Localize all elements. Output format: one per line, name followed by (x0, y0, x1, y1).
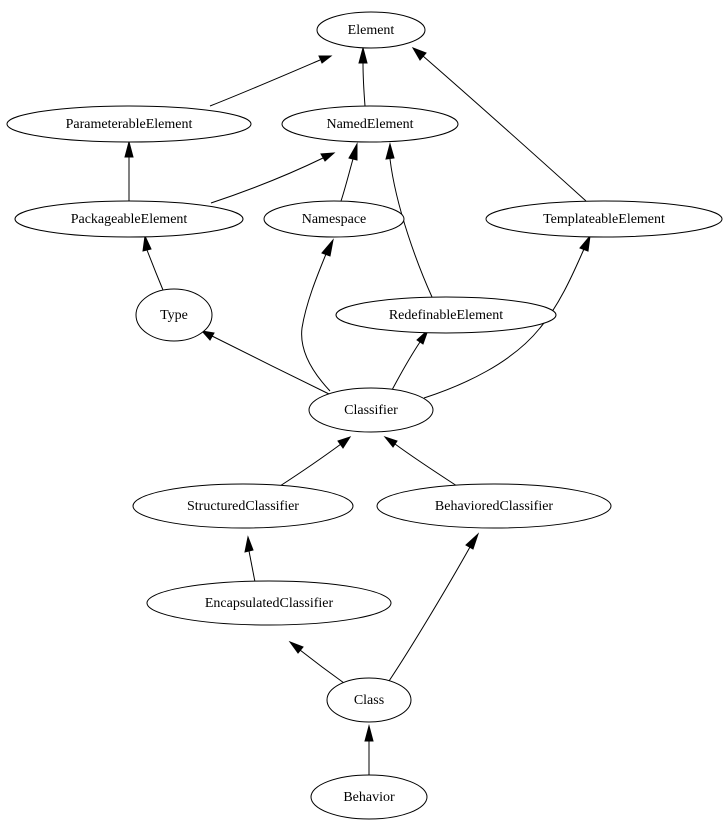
edge-classifier-namespace (302, 240, 333, 391)
node-encapsulatedclassifier[interactable] (147, 581, 391, 625)
node-namespace[interactable] (264, 201, 404, 237)
node-classifier[interactable] (309, 388, 433, 432)
node-behavioredclassifier[interactable] (377, 484, 611, 528)
edge-behavioredclassifier-classifier (385, 437, 457, 486)
edge-namedelement-element (359, 48, 367, 106)
node-label-namedelement: NamedElement (326, 117, 414, 133)
node-packageableelement[interactable] (15, 201, 243, 237)
edge-class-encapsulatedclassifier (290, 642, 344, 683)
node-namedelement[interactable] (282, 106, 458, 142)
edge-encapsulatedclassifier-structuredclassifier (245, 537, 255, 582)
node-structuredclassifier[interactable] (133, 484, 353, 528)
node-label-element: Element (347, 23, 395, 39)
edge-classifier-type (202, 331, 329, 394)
edge-classifier-redefinableelement (392, 330, 428, 390)
node-label-behavior: Behavior (343, 790, 395, 806)
edge-packageableelement-parameterableelement (125, 142, 133, 201)
node-type[interactable] (136, 289, 212, 341)
edge-class-behavioredclassifier (389, 534, 478, 681)
node-label-type: Type (160, 308, 188, 324)
node-label-packageableelement: PackageableElement (70, 212, 188, 228)
node-label-redefinableelement: RedefinableElement (388, 308, 504, 324)
edge-type-packageableelement (143, 236, 163, 290)
node-label-encapsulatedclassifier: EncapsulatedClassifier (204, 596, 334, 612)
node-layer (7, 12, 722, 819)
edge-namespace-namedelement (341, 144, 357, 201)
node-label-parameterableelement: ParameterableElement (65, 117, 193, 133)
node-class[interactable] (327, 678, 411, 722)
node-redefinableelement[interactable] (336, 297, 556, 333)
node-label-classifier: Classifier (344, 403, 398, 419)
node-label-behavioredclassifier: BehavioredClassifier (434, 499, 554, 515)
node-element[interactable] (317, 12, 425, 48)
node-behavior[interactable] (311, 775, 427, 819)
node-parameterableelement[interactable] (7, 106, 251, 142)
node-label-structuredclassifier: StructuredClassifier (187, 499, 299, 515)
edge-parameterableelement-element (210, 56, 331, 106)
node-label-templateableelement: TemplateableElement (543, 212, 665, 228)
node-templateableelement[interactable] (486, 201, 722, 237)
node-label-class: Class (353, 693, 385, 709)
edge-behavior-class (365, 726, 373, 775)
edge-packageableelement-namedelement (211, 153, 334, 203)
node-label-namespace: Namespace (301, 212, 367, 228)
edge-structuredclassifier-classifier (280, 437, 350, 486)
